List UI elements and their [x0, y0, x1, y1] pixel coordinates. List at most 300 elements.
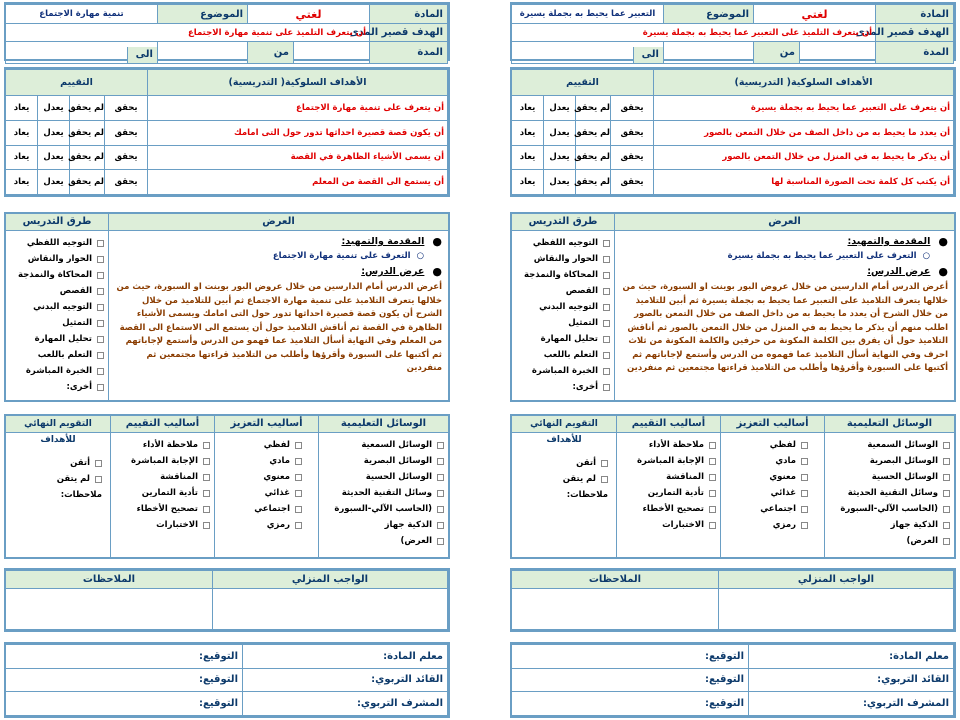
means-item [322, 437, 444, 453]
checkbox[interactable] [943, 506, 950, 513]
method-item-label: الخبرة المباشرة [25, 366, 92, 376]
checkbox[interactable] [203, 474, 210, 481]
reinforcement-item-label: مادي [269, 456, 290, 466]
checkbox[interactable] [97, 256, 104, 263]
means-header: الوسائل التعليمية [319, 416, 448, 433]
checkbox[interactable] [709, 522, 716, 529]
lesson-text: أعرض الدرس أمام الدارسين من خلال عروض البور بوينت او السبورة، حيث من خلالها يتعرف التلاميذ على تنمية مهارة الاجتماع ثم أبين للتلاميذ من خلال الشرح أن يكون قصة قصيرة احداثها تدور حول التى امامك ويسمى الأشياء الظاهرة في القصة ثم أناقش التلاميذ حول أن يستمع الى الاستماع الى القصة من المعلم وفي النهاية أسأل التلاميذ عما فهمو من الدرس وأستمع لإجاباتهم ثم أكتبها على السبورة وأقرؤها وأطلب من التلاميذ قراءتها مجتمعين ثم منفردين [116, 282, 442, 373]
eval-modify[interactable]: يعدل [38, 96, 70, 121]
method-item [512, 267, 610, 283]
method-item [512, 347, 610, 363]
checkbox[interactable] [437, 522, 444, 529]
checkbox[interactable] [709, 458, 716, 465]
checkbox[interactable] [97, 368, 104, 375]
supervisor-label: المشرف التربوي: [243, 692, 448, 716]
checkbox[interactable] [801, 458, 808, 465]
checkbox[interactable] [437, 458, 444, 465]
short-goal-value: أن يتعرف التلميذ على تنمية مهارة الاجتماع [5, 24, 369, 42]
means-item-label: العرض) [906, 536, 938, 546]
teacher-signature[interactable]: التوقيع: [6, 645, 243, 669]
checkbox[interactable] [97, 288, 104, 295]
method-item-label: الحوار والنقاش [27, 254, 92, 264]
checkbox[interactable] [603, 304, 610, 311]
reinforcement-header: أساليب التعزيز [215, 416, 318, 433]
signatures-table [4, 642, 450, 718]
means-item [322, 517, 444, 533]
checkbox[interactable] [603, 384, 610, 391]
assessment-item-label: المناقشة [160, 472, 198, 482]
means-header: الوسائل التعليمية [825, 416, 954, 433]
method-item [6, 347, 104, 363]
homework-header: الواجب المنزلي [213, 571, 448, 589]
reinforcement-item [218, 437, 302, 453]
eval-achieved[interactable]: يحقق [611, 96, 654, 121]
objective-row [6, 145, 448, 170]
checkbox[interactable] [203, 522, 210, 529]
means-item [322, 485, 444, 501]
method-item-label: التمثيل [568, 318, 598, 328]
supervisor-signature[interactable]: التوقيع: [6, 692, 243, 716]
method-item-label: التوجيه اللفظي [532, 238, 598, 248]
eval-not-achieved[interactable]: لم يحقق [70, 145, 105, 170]
teacher-label: معلم المادة: [749, 645, 954, 669]
checkbox[interactable] [295, 522, 302, 529]
subject-value: لغتي [248, 5, 370, 24]
checkbox[interactable] [97, 240, 104, 247]
method-item-label: أخرى: [66, 382, 92, 392]
checkbox[interactable] [943, 442, 950, 449]
assessment-item-label: الإجابة المباشرة [131, 456, 198, 466]
eval-repeat[interactable]: يعاد [6, 145, 38, 170]
checkbox[interactable] [203, 490, 210, 497]
assessment-item [114, 437, 210, 453]
objective-row [512, 120, 954, 145]
means-item-label: (الحاسب الآلي-السبورة [840, 504, 938, 514]
means-item [828, 453, 950, 469]
method-item [512, 251, 610, 267]
checkbox[interactable] [437, 474, 444, 481]
final-eval-item-label: ملاحظات: [566, 490, 608, 500]
reinforcement-item-label: لفظي [769, 440, 796, 450]
duration-label: المدة [876, 42, 954, 64]
header-table [510, 2, 956, 61]
means-item-label: الوسائل البصرية [869, 456, 938, 466]
assessment-item-label: ملاحظة الأداء [142, 440, 198, 450]
objective-text: أن يستمع الى القصة من المعلم [148, 170, 448, 195]
principal-label: القائد التربوي: [243, 668, 448, 692]
means-column [318, 416, 448, 557]
eval-repeat[interactable]: يعاد [512, 170, 544, 195]
means-item [322, 533, 444, 549]
objective-row [512, 96, 954, 121]
header-table [4, 2, 450, 61]
assessment-item-label: المناقشة [666, 472, 704, 482]
checkbox[interactable] [801, 522, 808, 529]
reinforcement-item-label: اجتماعي [760, 504, 796, 514]
homework-notes-table [510, 568, 956, 632]
checkbox[interactable] [203, 506, 210, 513]
from-label: من [754, 42, 800, 64]
presentation-column: العرض ● المقدمة والتمهيد: ○التعرف على التعبير عما يحيط به بجملة يسيرة ● عرض الدرس: أعرض الدرس أمام الدارسين من خلال عروض البور بوينت او السبورة، حيث من خلالها يتعرف التلاميذ على التعبير عما يحيط به بجملة يسيرة ثم أبين للتلاميذ من خلال الشرح أن يعدد ما يحيط به من داخل الصف من خلال التمعن بالصور اطلب منهم أن يذكر ما يحيط به في المنزل من خلال التمعن بالصور ثم أناقش التلاميذ حول أن يفرق بين الكلمة المكونة من حرفين والكلمة المكونة من ثلاث احرف وفي النهاية أسأل التلاميذ عما فهموه من الدرس وأستمع لإجاباتهم ثم أكتبها على السبورة وأقرؤها وأطلب من التلاميذ قراءتها مجتمعين ثم منفردين [614, 214, 954, 400]
assessment-item-label: ملاحظة الأداء [648, 440, 704, 450]
checkbox[interactable] [603, 336, 610, 343]
means-section [4, 414, 450, 559]
method-item-label: المحاكاة والنمذجة [18, 270, 92, 280]
eval-modify[interactable]: يعدل [38, 145, 70, 170]
reinforcement-column [214, 416, 318, 557]
method-item-label: التوجيه البدني [539, 302, 598, 312]
means-item-label: الوسائل الحسية [871, 472, 938, 482]
assessment-item [114, 501, 210, 517]
objective-row [6, 120, 448, 145]
checkbox[interactable] [709, 506, 716, 513]
evaluation-header: التقييم [512, 70, 654, 96]
checkbox[interactable] [437, 538, 444, 545]
presentation-section [4, 212, 450, 402]
assessment-item [114, 517, 210, 533]
method-item-label: التعلم باللعب [543, 350, 598, 360]
assessment-item [114, 485, 210, 501]
reinforcement-header: أساليب التعزيز [721, 416, 824, 433]
methods-column [6, 214, 108, 400]
short-goal-value: أن يتعرف التلميذ على التعبير عما يحيط به بجملة يسيرة [511, 24, 875, 42]
method-item [6, 235, 104, 251]
checkbox[interactable] [801, 442, 808, 449]
lesson-heading: عرض الدرس: [361, 266, 425, 277]
eval-repeat[interactable]: يعاد [512, 145, 544, 170]
eval-not-achieved[interactable]: لم يحقق [70, 96, 105, 121]
objective-text: أن يتعرف على التعبير عما يحيط به بجملة يسيرة [654, 96, 954, 121]
eval-modify[interactable]: يعدل [544, 170, 576, 195]
checkbox[interactable] [97, 384, 104, 391]
method-item [6, 331, 104, 347]
assessment-item [620, 453, 716, 469]
final-eval-item [515, 455, 608, 471]
method-item [512, 363, 610, 379]
checkbox[interactable] [603, 368, 610, 375]
means-item [828, 437, 950, 453]
assessment-item-label: تصحيح الأخطاء [136, 504, 198, 514]
eval-achieved[interactable]: يحقق [105, 96, 148, 121]
objective-row [6, 96, 448, 121]
means-item-label: (الحاسب الآلي-السبورة [334, 504, 432, 514]
evaluation-header: التقييم [6, 70, 148, 96]
principal-signature[interactable]: التوقيع: [6, 668, 243, 692]
objective-row [6, 170, 448, 195]
means-item-label: الذكية جهاز [384, 520, 432, 530]
checkbox[interactable] [603, 256, 610, 263]
checkbox[interactable] [603, 240, 610, 247]
objectives-table [4, 67, 450, 197]
reinforcement-item-label: معنوي [263, 472, 290, 482]
objective-row [512, 145, 954, 170]
objective-text: أن يكتب كل كلمة تحت الصورة المناسبة لها [654, 170, 954, 195]
means-item [322, 501, 444, 517]
assessment-header: أساليب التقييم [617, 416, 720, 433]
means-item-label: الوسائل السمعية [867, 440, 938, 450]
assessment-item-label: الإجابة المباشرة [637, 456, 704, 466]
eval-achieved[interactable]: يحقق [105, 170, 148, 195]
checkbox[interactable] [97, 304, 104, 311]
checkbox[interactable] [437, 442, 444, 449]
eval-modify[interactable]: يعدل [544, 120, 576, 145]
reinforcement-item-label: مادي [775, 456, 796, 466]
homework-field[interactable] [719, 589, 954, 630]
eval-achieved[interactable]: يحقق [611, 170, 654, 195]
checkbox[interactable] [603, 320, 610, 327]
assessment-column [110, 416, 214, 557]
objective-text: أن يعدد ما يحيط به من داخل الصف من خلال التمعن بالصور [654, 120, 954, 145]
final-eval-item [515, 487, 608, 503]
checkbox[interactable] [295, 458, 302, 465]
topic-label: الموضوع [663, 5, 753, 24]
assessment-item [114, 453, 210, 469]
assessment-header: أساليب التقييم [111, 416, 214, 433]
topic-value: تنمية مهارة الاجتماع [5, 5, 157, 24]
method-item [6, 299, 104, 315]
objective-text: أن يذكر ما يحيط به في المنزل من خلال التمعن بالصور [654, 145, 954, 170]
means-item-label: الوسائل البصرية [363, 456, 432, 466]
methods-header: طرق التدريس [6, 214, 108, 231]
method-item [512, 331, 610, 347]
reinforcement-item-label: معنوي [769, 472, 796, 482]
checkbox[interactable] [601, 476, 608, 483]
checkbox[interactable] [709, 490, 716, 497]
assessment-item-label: الاختبارات [662, 520, 704, 530]
objective-text: أن يتعرف على تنمية مهارة الاجتماع [148, 96, 448, 121]
final-eval-column [512, 416, 616, 557]
to-label: الى [633, 47, 663, 63]
supervisor-label: المشرف التربوي: [749, 692, 954, 716]
eval-repeat[interactable]: يعاد [6, 120, 38, 145]
intro-item: التعرف على تنمية مهارة الاجتماع [272, 251, 411, 261]
method-item-label: الحوار والنقاش [533, 254, 598, 264]
method-item [512, 315, 610, 331]
final-eval-column [6, 416, 110, 557]
signatures-table [510, 642, 956, 718]
final-eval-header: التقويم النهائي للأهداف [512, 416, 616, 433]
final-eval-item [9, 487, 102, 503]
final-eval-item-label: أتقن [576, 458, 596, 468]
means-item [322, 453, 444, 469]
eval-modify[interactable]: يعدل [544, 145, 576, 170]
reinforcement-item [724, 453, 808, 469]
checkbox[interactable] [95, 460, 102, 467]
reinforcement-item-label: رمزي [772, 520, 796, 530]
assessment-item-label: تأدية التمارين [141, 488, 198, 498]
subject-label: المادة [370, 5, 448, 24]
assessment-item [620, 469, 716, 485]
assessment-item [114, 469, 210, 485]
short-goal-label: الهدف قصير المدى [876, 24, 954, 42]
eval-repeat[interactable]: يعاد [512, 96, 544, 121]
final-eval-header: التقويم النهائي للأهداف [6, 416, 110, 433]
objective-text: أن يكون قصة قصيرة احداثها تدور حول التى امامك [148, 120, 448, 145]
final-eval-item-label: لم يتقن [56, 474, 90, 484]
topic-value: التعبير عما يحيط به بجملة يسيرة [511, 5, 663, 24]
checkbox[interactable] [295, 506, 302, 513]
checkbox[interactable] [295, 490, 302, 497]
reinforcement-item [724, 437, 808, 453]
checkbox[interactable] [295, 474, 302, 481]
means-item-label: الوسائل السمعية [361, 440, 432, 450]
means-item [828, 533, 950, 549]
means-item-label: الوسائل الحسية [365, 472, 432, 482]
eval-achieved[interactable]: يحقق [105, 145, 148, 170]
subject-label: المادة [876, 5, 954, 24]
checkbox[interactable] [295, 442, 302, 449]
means-item [828, 517, 950, 533]
assessment-item-label: الاختبارات [156, 520, 198, 530]
method-item-label: التمثيل [62, 318, 92, 328]
checkbox[interactable] [709, 442, 716, 449]
intro-heading: المقدمة والتمهيد: [847, 236, 931, 247]
from-label: من [248, 42, 294, 64]
notes-field[interactable] [6, 589, 213, 630]
reinforcement-item [724, 501, 808, 517]
method-item [512, 379, 610, 395]
final-eval-item-label: ملاحظات: [60, 490, 102, 500]
assessment-item [620, 437, 716, 453]
method-item [6, 379, 104, 395]
method-item-label: المحاكاة والنمذجة [524, 270, 598, 280]
duration-label: المدة [370, 42, 448, 64]
final-eval-item-label: أتقن [70, 458, 90, 468]
notes-field[interactable] [512, 589, 719, 630]
method-item [6, 267, 104, 283]
homework-field[interactable] [213, 589, 448, 630]
assessment-item [620, 501, 716, 517]
method-item-label: تحليل المهارة [540, 334, 598, 344]
checkbox[interactable] [97, 320, 104, 327]
checkbox[interactable] [801, 490, 808, 497]
means-section [510, 414, 956, 559]
eval-not-achieved[interactable]: لم يحقق [70, 170, 105, 195]
reinforcement-item [218, 501, 302, 517]
eval-not-achieved[interactable]: لم يحقق [576, 96, 611, 121]
assessment-item-label: تأدية التمارين [647, 488, 704, 498]
method-item [512, 235, 610, 251]
checkbox[interactable] [603, 288, 610, 295]
checkbox[interactable] [437, 506, 444, 513]
reinforcement-item [724, 517, 808, 533]
homework-header: الواجب المنزلي [719, 571, 954, 589]
assessment-item-label: تصحيح الأخطاء [642, 504, 704, 514]
eval-not-achieved[interactable]: لم يحقق [576, 120, 611, 145]
reinforcement-item-label: اجتماعي [254, 504, 290, 514]
checkbox[interactable] [943, 522, 950, 529]
assessment-item [620, 485, 716, 501]
method-item-label: القصص [565, 286, 598, 296]
eval-achieved[interactable]: يحقق [611, 145, 654, 170]
reinforcement-item [218, 453, 302, 469]
checkbox[interactable] [709, 474, 716, 481]
notes-header: الملاحظات [6, 571, 213, 589]
eval-not-achieved[interactable]: لم يحقق [576, 145, 611, 170]
eval-repeat[interactable]: يعاد [6, 170, 38, 195]
checkbox[interactable] [97, 272, 104, 279]
method-item-label: التعلم باللعب [37, 350, 92, 360]
subject-value: لغتي [754, 5, 876, 24]
checkbox[interactable] [97, 352, 104, 359]
objective-text: أن يسمى الأشياء الظاهرة في القصة [148, 145, 448, 170]
eval-achieved[interactable]: يحقق [611, 120, 654, 145]
reinforcement-column [720, 416, 824, 557]
lesson-text: أعرض الدرس أمام الدارسين من خلال عروض البور بوينت او السبورة، حيث من خلالها يتعرف التلاميذ على التعبير عما يحيط به بجملة يسيرة ثم أبين للتلاميذ من خلال الشرح أن يعدد ما يحيط به من داخل الصف من خلال التمعن بالصور اطلب منهم أن يذكر ما يحيط به في المنزل من خلال التمعن بالصور ثم أناقش التلاميذ حول أن يفرق بين الكلمة المكونة من حرفين والكلمة المكونة من ثلاث احرف وفي النهاية أسأل التلاميذ عما فهموه من الدرس وأستمع لإجاباتهم ثم أكتبها على السبورة وأقرؤها وأطلب من التلاميذ قراءتها مجتمعين ثم منفردين [622, 282, 948, 373]
supervisor-signature[interactable]: التوقيع: [512, 692, 749, 716]
to-label: الى [127, 47, 157, 63]
teacher-signature[interactable]: التوقيع: [512, 645, 749, 669]
means-column [824, 416, 954, 557]
checkbox[interactable] [601, 460, 608, 467]
presentation-column: العرض ● المقدمة والتمهيد: ○التعرف على تنمية مهارة الاجتماع ● عرض الدرس: أعرض الدرس أمام الدارسين من خلال عروض البور بوينت او السبورة، حيث من خلالها يتعرف التلاميذ على تنمية مهارة الاجتماع ثم أبين للتلاميذ من خلال الشرح أن يكون قصة قصيرة احداثها تدور حول التى امامك ويسمى الأشياء الظاهرة في القصة ثم أناقش التلاميذ حول أن يستمع الى الاستماع الى القصة من المعلم وفي النهاية أسأل التلاميذ عما فهمو من الدرس وأستمع لإجاباتهم ثم أكتبها على السبورة وأقرؤها وأطلب من التلاميذ قراءتها مجتمعين ثم منفردين [108, 214, 448, 400]
checkbox[interactable] [801, 474, 808, 481]
checkbox[interactable] [603, 272, 610, 279]
eval-not-achieved[interactable]: لم يحقق [70, 120, 105, 145]
eval-achieved[interactable]: يحقق [105, 120, 148, 145]
presentation-section [510, 212, 956, 402]
intro-item: التعرف على التعبير عما يحيط به بجملة يسيرة [727, 251, 917, 261]
principal-signature[interactable]: التوقيع: [512, 668, 749, 692]
eval-modify[interactable]: يعدل [544, 96, 576, 121]
principal-label: القائد التربوي: [749, 668, 954, 692]
checkbox[interactable] [943, 458, 950, 465]
reinforcement-item-label: رمزي [266, 520, 290, 530]
eval-not-achieved[interactable]: لم يحقق [576, 170, 611, 195]
reinforcement-item-label: لفظي [263, 440, 290, 450]
objectives-table [510, 67, 956, 197]
presentation-header: العرض [615, 214, 954, 231]
reinforcement-item [724, 469, 808, 485]
checkbox[interactable] [95, 476, 102, 483]
assessment-item [620, 517, 716, 533]
method-item [6, 283, 104, 299]
objective-row [512, 170, 954, 195]
eval-modify[interactable]: يعدل [38, 170, 70, 195]
eval-repeat[interactable]: يعاد [512, 120, 544, 145]
checkbox[interactable] [603, 352, 610, 359]
means-item-label: العرض) [400, 536, 432, 546]
method-item-label: التوجيه اللفظي [26, 238, 92, 248]
final-eval-item [9, 455, 102, 471]
lesson-heading: عرض الدرس: [867, 266, 931, 277]
final-eval-item [515, 471, 608, 487]
method-item-label: أخرى: [572, 382, 598, 392]
checkbox[interactable] [801, 506, 808, 513]
method-item-label: الخبرة المباشرة [531, 366, 598, 376]
notes-header: الملاحظات [512, 571, 719, 589]
objectives-header: الأهداف السلوكية( التدريسية) [654, 70, 954, 96]
means-item-label: وسائل التقنية الحديثة [341, 488, 432, 498]
eval-repeat[interactable]: يعاد [6, 96, 38, 121]
eval-modify[interactable]: يعدل [38, 120, 70, 145]
method-item [512, 299, 610, 315]
checkbox[interactable] [97, 336, 104, 343]
checkbox[interactable] [943, 474, 950, 481]
intro-heading: المقدمة والتمهيد: [341, 236, 425, 247]
method-item-label: التوجيه البدني [33, 302, 92, 312]
checkbox[interactable] [203, 458, 210, 465]
reinforcement-item [218, 485, 302, 501]
checkbox[interactable] [203, 442, 210, 449]
presentation-header: العرض [109, 214, 448, 231]
checkbox[interactable] [943, 490, 950, 497]
reinforcement-item [724, 485, 808, 501]
checkbox[interactable] [943, 538, 950, 545]
topic-label: الموضوع [157, 5, 247, 24]
means-item [828, 501, 950, 517]
checkbox[interactable] [437, 490, 444, 497]
